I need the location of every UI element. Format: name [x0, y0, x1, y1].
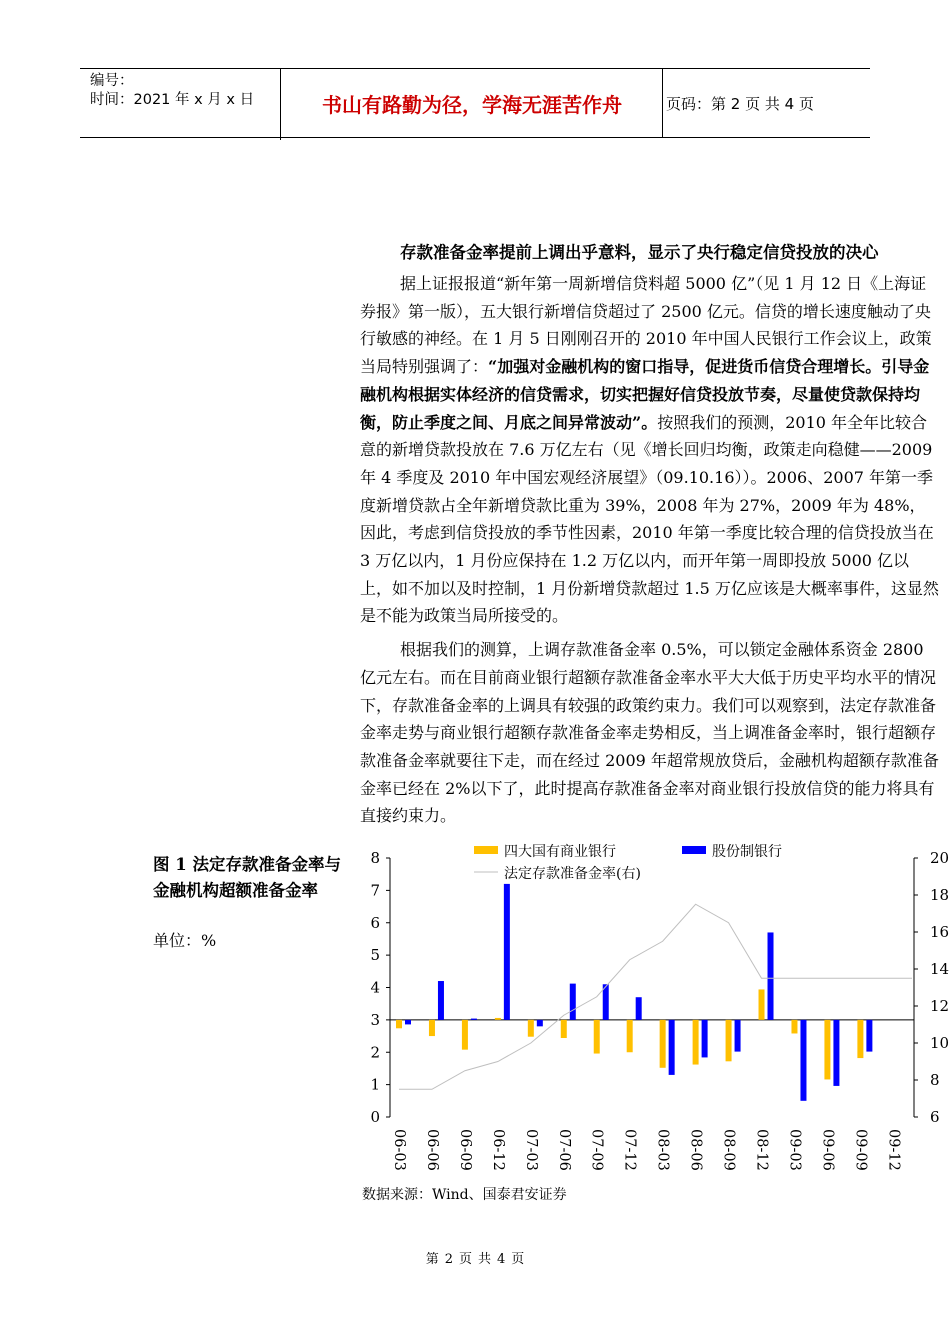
- y-tick-label-left: 6: [370, 913, 380, 932]
- bar-state-banks: [495, 1018, 501, 1020]
- paragraph-1: [360, 270, 940, 630]
- page-header: [80, 68, 870, 138]
- figure-caption: 图 1 法定存款准备金率与金融机构超额准备金率: [153, 855, 341, 900]
- x-tick-label: 07-06: [555, 1129, 572, 1171]
- figure-source: 数据来源：Wind、国泰君安证券: [362, 1187, 567, 1203]
- footer-page-num: 2: [444, 1252, 453, 1267]
- bar-joint-stock-banks: [471, 1019, 477, 1020]
- legend-swatch: [682, 846, 706, 854]
- article-body: [360, 240, 950, 830]
- x-tick-label: 09-06: [819, 1129, 836, 1171]
- footer-total-prefix: 共: [478, 1252, 492, 1267]
- legend-label: 四大国有商业银行: [504, 844, 616, 860]
- x-tick-label: 06-06: [423, 1129, 440, 1171]
- footer-page-prefix: 第: [425, 1252, 439, 1267]
- x-tick-label: 09-03: [786, 1129, 803, 1171]
- bar-joint-stock-banks: [636, 997, 642, 1020]
- bar-state-banks: [693, 1020, 699, 1065]
- footer-total-num: 4: [497, 1252, 506, 1267]
- header-page-label: 页码：第 2 页 共 4 页: [666, 94, 814, 113]
- bar-state-banks: [660, 1020, 666, 1068]
- x-tick-label: 08-09: [720, 1129, 737, 1171]
- bar-joint-stock-banks: [735, 1020, 741, 1052]
- x-tick-label: 06-09: [456, 1129, 473, 1171]
- reserve-ratio-chart: [360, 838, 950, 1183]
- bar-joint-stock-banks: [504, 884, 510, 1020]
- bar-joint-stock-banks: [570, 984, 576, 1020]
- x-tick-label: 09-12: [885, 1129, 902, 1171]
- header-slogan: 书山有路勤为径，学海无涯苦作舟: [282, 69, 663, 137]
- article-heading: 存款准备金率提前上调出乎意料，显示了央行稳定信贷投放的决心: [400, 243, 879, 262]
- y-tick-label-right: 6: [930, 1108, 940, 1126]
- bar-joint-stock-banks: [833, 1020, 839, 1086]
- page-footer: [0, 1248, 950, 1267]
- y-tick-label-left: 8: [370, 849, 380, 867]
- bar-state-banks: [396, 1020, 402, 1028]
- x-tick-label: 08-06: [687, 1129, 704, 1171]
- y-tick-label-right: 14: [930, 960, 950, 978]
- x-tick-label: 08-12: [753, 1129, 770, 1171]
- bar-joint-stock-banks: [537, 1020, 543, 1026]
- bar-joint-stock-banks: [768, 932, 774, 1019]
- x-tick-label: 08-03: [654, 1129, 671, 1171]
- bar-state-banks: [759, 989, 765, 1019]
- y-tick-label-left: 1: [370, 1075, 380, 1094]
- y-tick-label-right: 12: [930, 997, 950, 1015]
- x-tick-label: 06-12: [489, 1129, 506, 1171]
- legend-swatch: [474, 846, 498, 854]
- y-tick-label-left: 3: [370, 1010, 380, 1029]
- y-tick-label-left: 0: [370, 1108, 380, 1126]
- footer-total-suffix: 页: [511, 1252, 525, 1267]
- x-tick-label: 07-09: [588, 1129, 605, 1171]
- figure-unit: 单位：%: [153, 931, 217, 950]
- x-tick-label: 07-12: [621, 1129, 638, 1171]
- bar-state-banks: [627, 1020, 633, 1052]
- x-tick-label: 06-03: [391, 1129, 407, 1171]
- bar-state-banks: [429, 1020, 435, 1036]
- paragraph-1-text-b: 按照我们的预测，2010 年全年比较合意的新增贷款投放在 7.6 万亿左右（见《增长回归均衡，政策走向稳健——2009 年 4 季度及 2010 年中国宏观经济展望》（09.10.16））。2006、2007 年第一季度新增贷款占全年新增贷款比重为 39%，2008 年为 27%，2009 年为 48%，因此，考虑到信贷投放的季节性因素，2010 年第一季度比较合理的信贷投放当在 3 万亿以内，1 月份应保持在 1.2 万亿以内，而开年第一周即投放 5000 亿以上，如不加以及时控制，1 月份新增贷款超过 1.5 万亿应该是大概率事件，这显然是不能为政策当局所接受的。: [360, 412, 939, 626]
- bar-state-banks: [528, 1020, 534, 1037]
- bar-state-banks: [857, 1020, 863, 1058]
- y-tick-label-left: 4: [370, 978, 380, 997]
- y-tick-label-left: 5: [370, 946, 380, 965]
- footer-page-mid: 页: [458, 1252, 472, 1267]
- y-tick-label-left: 2: [370, 1043, 380, 1062]
- y-tick-label-right: 16: [930, 923, 950, 941]
- document-time-label: 时间：2021 年 x 月 x 日: [90, 92, 255, 108]
- y-tick-label-right: 10: [930, 1034, 950, 1052]
- bar-joint-stock-banks: [800, 1020, 806, 1101]
- y-tick-label-right: 8: [930, 1071, 940, 1089]
- paragraph-1-bold-quote: “加强对金融机构的窗口指导，促进货币信贷合理增长。引导金融机构根据实体经济的信贷需求，切实把握好信贷投放节奏，尽量使贷款保持均衡，防止季度之间、月底之间异常波动”。: [360, 357, 930, 432]
- bar-state-banks: [824, 1020, 830, 1080]
- bar-joint-stock-banks: [438, 981, 444, 1020]
- paragraph-1-text-a: 据上证报报道“新年第一周新增信贷料超 5000 亿”（见 1 月 12 日《上海证券报》第一版），五大银行新增信贷超过了 2500 亿元。信贷的增长速度触动了央行敏感的神经。在 1 月 5 日刚刚召开的 2010 年中国人民银行工作会议上，政策当局特别强调了：: [360, 274, 932, 377]
- legend-label: 法定存款准备金率(右): [504, 866, 641, 882]
- legend-label: 股份制银行: [712, 844, 782, 860]
- header-page-info: [664, 69, 870, 137]
- y-tick-label-right: 18: [930, 886, 950, 904]
- bar-state-banks: [462, 1020, 468, 1050]
- bar-state-banks: [561, 1020, 567, 1038]
- bar-joint-stock-banks: [405, 1020, 411, 1025]
- bar-joint-stock-banks: [669, 1020, 675, 1075]
- bar-state-banks: [726, 1020, 732, 1061]
- y-tick-label-right: 20: [930, 849, 950, 867]
- document-number-label: 编号：: [90, 73, 134, 89]
- paragraph-2: 根据我们的测算，上调存款准备金率 0.5%，可以锁定金融体系资金 2800 亿元左右。而在目前商业银行超额存款准备金率水平大大低于历史平均水平的情况下，存款准备金率的上调具有较强的政策约束力。我们可以观察到，法定存款准备金率走势与商业银行超额存款准备金率走势相反，当上调准备金率时，银行超额存款准备金率就要往下走，而在经过 2009 年超常规放贷后，金融机构超额存款准备金率已经在 2%以下了，此时提高存款准备金率对商业银行投放信贷的能力将具有直接约束力。: [360, 640, 939, 826]
- bar-state-banks: [791, 1020, 797, 1034]
- y-tick-label-left: 7: [370, 881, 380, 900]
- x-tick-label: 07-03: [522, 1129, 539, 1171]
- bar-state-banks: [594, 1020, 600, 1054]
- header-meta: [80, 69, 281, 140]
- bar-joint-stock-banks: [702, 1020, 708, 1058]
- bar-joint-stock-banks: [866, 1020, 872, 1052]
- x-tick-label: 09-09: [852, 1129, 869, 1171]
